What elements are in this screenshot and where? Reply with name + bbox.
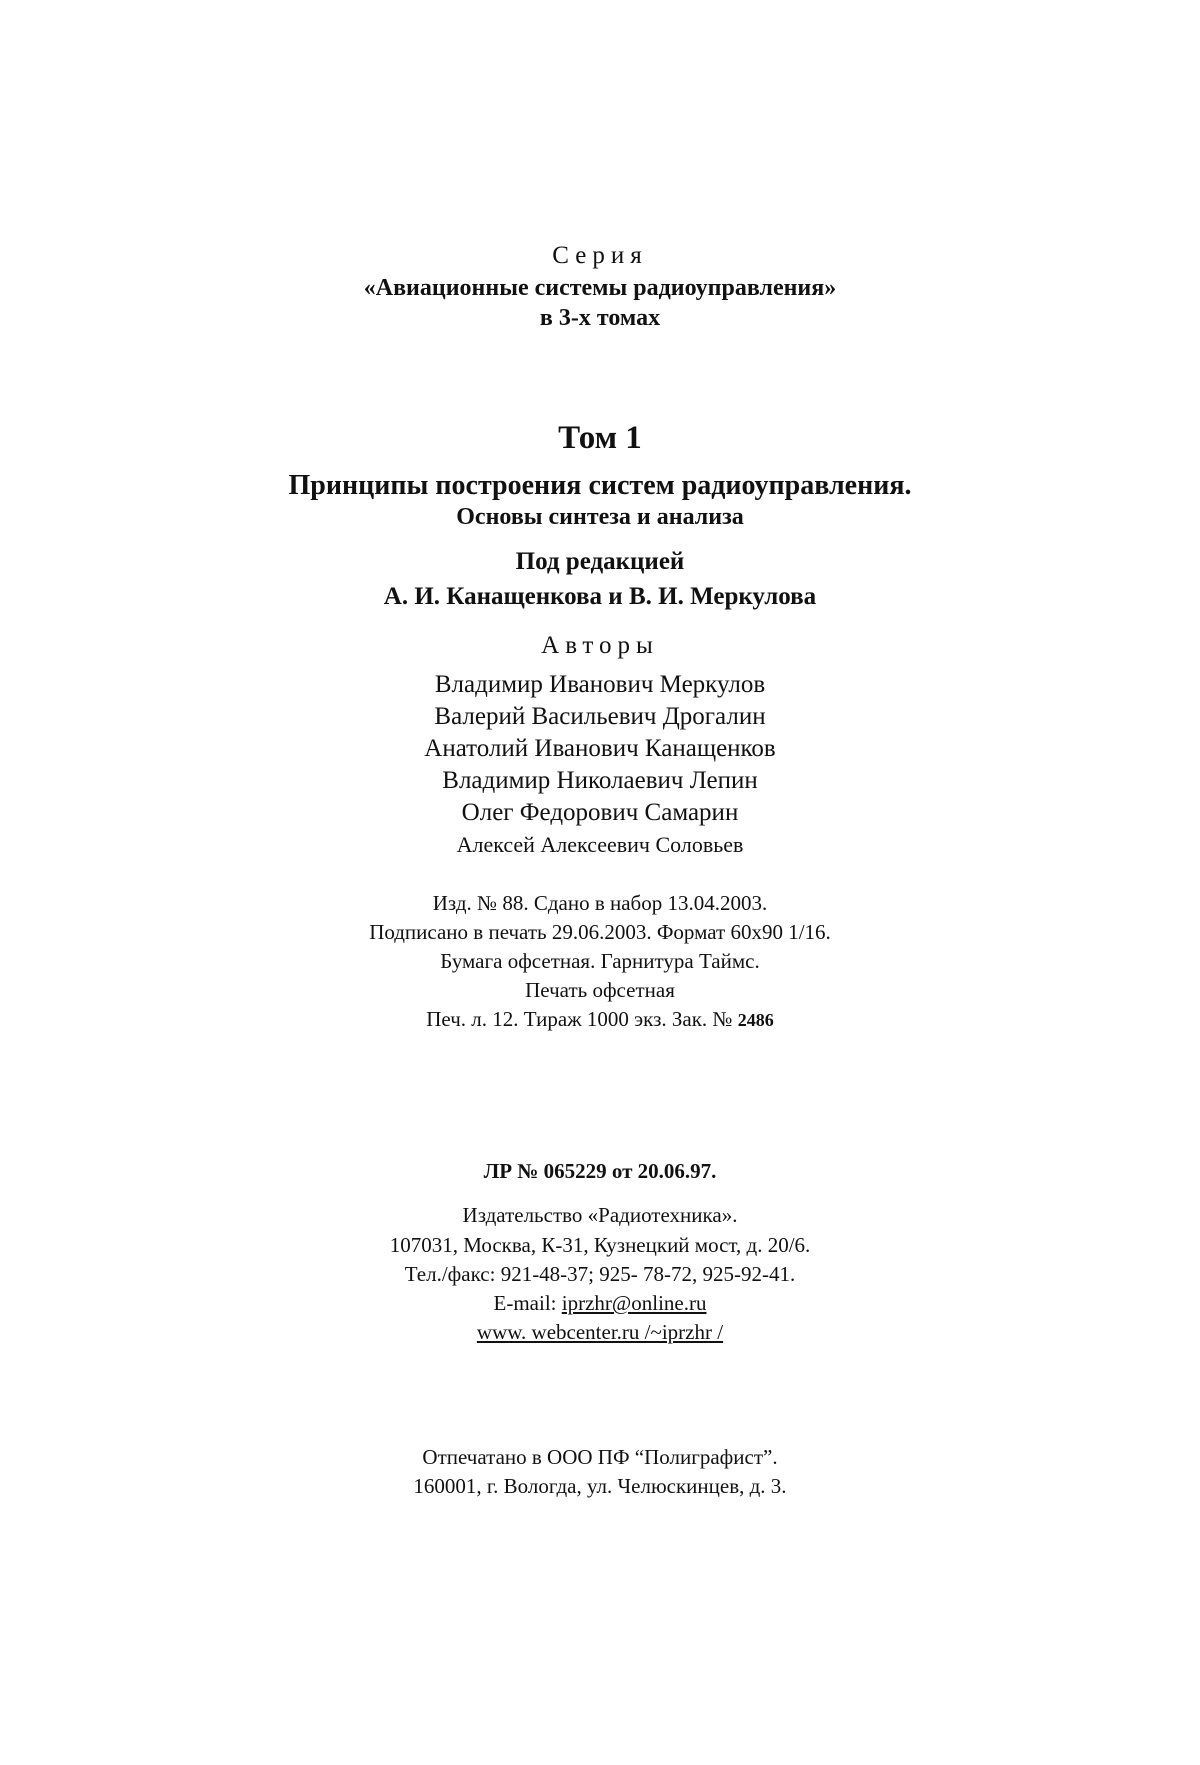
imprint-line1: Изд. № 88. Сдано в набор 13.04.2003. [432,891,768,915]
imprint-line5 [0,1009,1200,1030]
series-volumes: в 3-х томах [539,305,661,331]
license-number: ЛР № 065229 от 20.06.97. [483,1159,717,1183]
editors-label: Под редакцией [515,548,685,575]
imprint-line3: Бумага офсетная. Гарнитура Таймс. [440,949,760,973]
publisher-website [0,1322,1200,1343]
editors-names: А. И. Канащенкова и В. И. Меркулова [383,583,817,610]
publisher-email-line [0,1293,1200,1314]
volume-title-line1: Принципы построения систем радиоуправления. [288,470,912,501]
author-2: Валерий Васильевич Дрогалин [434,703,766,730]
publisher-website-link[interactable]: www. webcenter.ru /~iprzhr / [476,1320,724,1344]
author-3: Анатолий Иванович Канащенков [424,735,776,762]
imprint-line2: Подписано в печать 29.06.2003. Формат 60x90 1/16. [369,920,831,944]
publisher-email-label: E-mail: [493,1291,562,1315]
author-6: Алексей Алексеевич Соловьев [456,832,744,857]
authors-label: Авторы [541,632,659,659]
imprint-line5-text: Печ. л. 12. Тираж 1000 экз. Зак. № [426,1007,738,1031]
volume-title-line2: Основы синтеза и анализа [456,504,744,530]
series-title: «Авиационные системы радиоуправления» [363,275,837,301]
volume-number: Том 1 [558,420,642,456]
publisher-phone: Тел./факс: 921-48-37; 925- 78-72, 925-92-41. [404,1262,796,1286]
imprint-line4: Печать офсетная [525,978,675,1002]
publisher-email-link[interactable]: iprzhr@online.ru [561,1291,707,1315]
author-5: Олег Федорович Самарин [461,799,739,826]
author-1: Владимир Иванович Меркулов [434,671,766,698]
printer-line2: 160001, г. Вологда, ул. Челюскинцев, д. 3. [413,1474,787,1498]
printer-line1: Отпечатано в ООО ПФ “Полиграфист”. [422,1445,778,1469]
publisher-address: 107031, Москва, К-31, Кузнецкий мост, д. 20/6. [389,1233,811,1257]
series-label: Серия [552,242,648,269]
publisher-name: Издательство «Радиотехника». [462,1203,738,1227]
author-4: Владимир Николаевич Лепин [442,767,758,794]
imprint-order-number: 2486 [737,1010,774,1030]
